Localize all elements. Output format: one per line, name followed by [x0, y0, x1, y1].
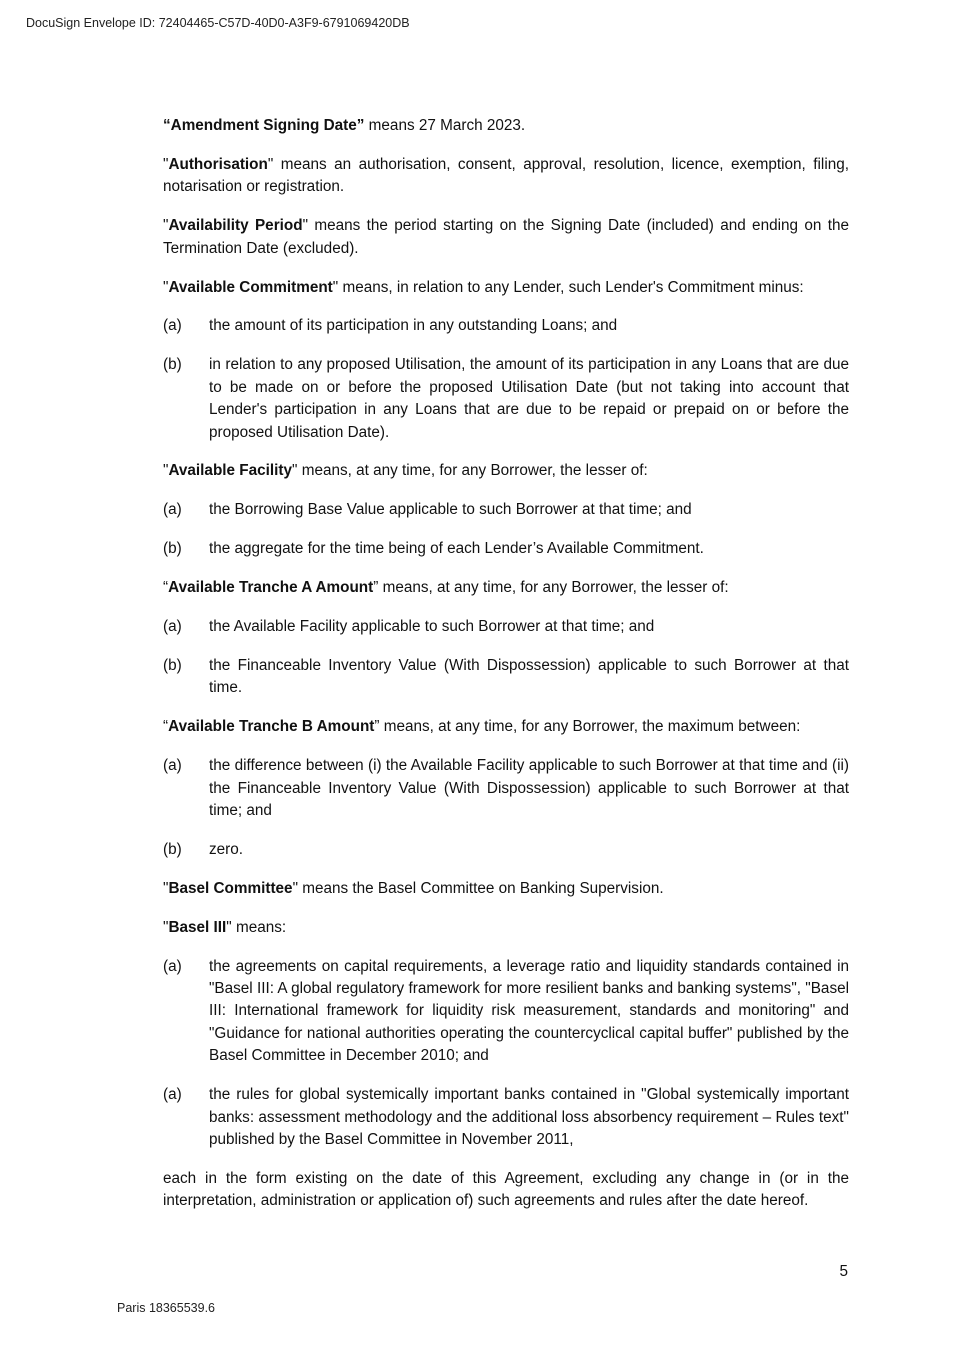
list-item: (b) in relation to any proposed Utilisation, the amount of its participation in any Loans that are due to be made on or before the proposed Utilisation Date (but not taking into account that Lender's participation in any Loans that are due to be repaid or prepaid on or before the proposed Utilisation Date). [163, 356, 849, 441]
definition-basel-iii: "Basel III" means: [163, 918, 287, 936]
defined-term: Available Facility [168, 462, 293, 480]
defined-term: Available Tranche A Amount [168, 579, 374, 597]
defined-term: Availability Period [168, 217, 303, 235]
definition-available-facility: "Available Facility" means, at any time, for any Borrower, the lesser of: [163, 462, 648, 480]
list-item: (a) the rules for global systemically important banks contained in "Global systemically important banks: assessment methodology and the additional loss absorbency requirement – Rules text" published by the Basel Committee in November 2011, [163, 1086, 849, 1148]
basel-iii-closing-paragraph: each in the form existing on the date of this Agreement, excluding any change in (or in the interpretation, administration or application of) such agreements and rules after the date hereof. [163, 1169, 849, 1210]
list-item: (a) the amount of its participation in any outstanding Loans; and [163, 317, 618, 335]
definition-available-tranche-b-amount: “Available Tranche B Amount” means, at any time, for any Borrower, the maximum between: [163, 718, 801, 736]
document-reference: Paris 18365539.6 [117, 1301, 215, 1315]
docusign-envelope-id: DocuSign Envelope ID: 72404465-C57D-40D0-A3F9-6791069420DB [26, 16, 410, 30]
definition-authorisation: "Authorisation" means an authorisation, consent, approval, resolution, licence, exemption, filing, notarisation or registration. [163, 155, 849, 196]
definition-available-tranche-a-amount: “Available Tranche A Amount” means, at any time, for any Borrower, the lesser of: [163, 579, 729, 597]
document-body [163, 115, 849, 1229]
list-item: (b) zero. [163, 840, 244, 858]
defined-term: Available Commitment [168, 278, 333, 296]
defined-term: Basel III [168, 918, 227, 936]
definition-basel-committee: "Basel Committee" means the Basel Committee on Banking Supervision. [163, 879, 664, 897]
definition-amendment-signing-date: “Amendment Signing Date” means 27 March 2023. [163, 117, 526, 134]
definition-availability-period: "Availability Period" means the period starting on the Signing Date (included) and ending on the Termination Date (excluded). [163, 217, 849, 257]
list-item: (a) the Available Facility applicable to such Borrower at that time; and [163, 618, 655, 636]
defined-term: Available Tranche B Amount [168, 718, 375, 736]
list-item: (a) the Borrowing Base Value applicable to such Borrower at that time; and [163, 501, 692, 519]
defined-term: Authorisation [168, 155, 268, 173]
page-number: 5 [839, 1263, 848, 1280]
list-item: (b) the Financeable Inventory Value (With Dispossession) applicable to such Borrower at that time. [163, 657, 849, 697]
list-item: (a) the difference between (i) the Available Facility applicable to such Borrower at that time and (ii) the Financeable Inventory Value (With Dispossession) applicable to such Borrower at that time; and [163, 757, 849, 820]
definition-available-commitment: "Available Commitment" means, in relation to any Lender, such Lender's Commitment minus: [163, 278, 804, 296]
list-item: (a) the agreements on capital requirements, a leverage ratio and liquidity standards contained in "Basel III: A global regulatory framework for more resilient banks and banking systems", "Basel III: International framework for liquidity risk measurement, standards and monitoring" and "Guidance for national authorities operating the countercyclical capital buffer" published by the Basel Committee in December 2010; and [163, 957, 849, 1065]
list-item: (b) the aggregate for the time being of each Lender’s Available Commitment. [163, 540, 704, 558]
defined-term: Amendment Signing Date [170, 117, 357, 134]
defined-term: Basel Committee [168, 879, 293, 897]
